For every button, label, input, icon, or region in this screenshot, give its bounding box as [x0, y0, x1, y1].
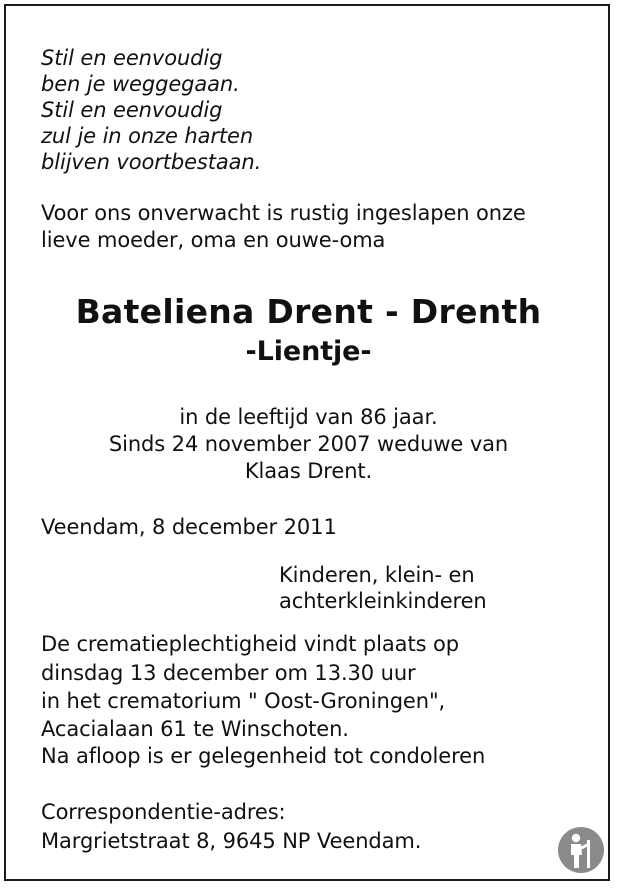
place-date: Veendam, 8 december 2011 [41, 515, 337, 539]
poem-line: Stil en eenvoudig [41, 98, 223, 122]
poem-line: blijven voortbestaan. [41, 150, 262, 174]
ceremony-line: Acacialaan 61 te Winschoten. [41, 717, 349, 741]
mourning-figure-icon [557, 826, 605, 874]
ceremony-line: Na afloop is er gelegenheid tot condoleren [41, 744, 486, 768]
poem-line: zul je in onze harten [41, 124, 254, 148]
details-line: in de leeftijd van 86 jaar. [179, 405, 438, 429]
ceremony-line: in het crematorium " Oost-Groningen", [41, 689, 446, 713]
poem-line: ben je weggegaan. [41, 72, 240, 96]
ceremony-line: dinsdag 13 december om 13.30 uur [41, 661, 416, 685]
intro-line: lieve moeder, oma en ouwe-oma [41, 228, 386, 252]
intro-line: Voor ons onverwacht is rustig ingeslapen onze [41, 201, 526, 225]
ceremony-line: De crematieplechtigheid vindt plaats op [41, 632, 459, 656]
deceased-name: Bateliena Drent - Drenth [75, 292, 542, 331]
signatory-line: achterkleinkinderen [279, 589, 487, 613]
deceased-nickname: -Lientje- [245, 336, 372, 367]
correspondence-label: Correspondentie-adres: [41, 800, 286, 824]
details-line: Sinds 24 november 2007 weduwe van [108, 432, 509, 456]
signatory-line: Kinderen, klein- en [279, 563, 475, 587]
poem-line: Stil en eenvoudig [41, 46, 223, 70]
details-line: Klaas Drent. [244, 459, 373, 483]
correspondence-address: Margrietstraat 8, 9645 NP Veendam. [41, 829, 422, 853]
